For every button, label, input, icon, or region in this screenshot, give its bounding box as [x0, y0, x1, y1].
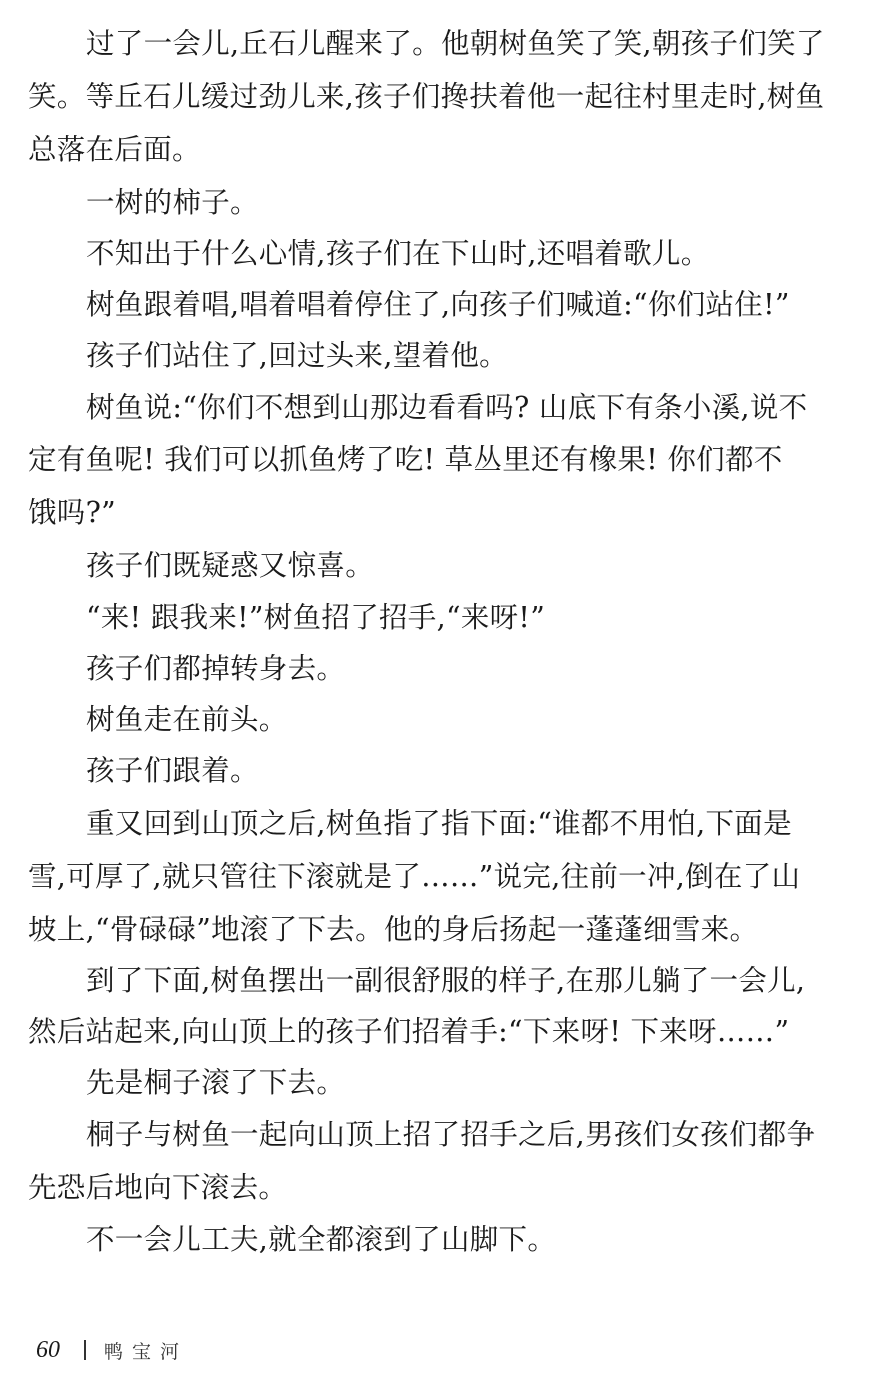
- text-line: 雪,可厚了,就只管往下滚就是了……”说完,往前一冲,倒在了山: [28, 860, 801, 893]
- text-line: 不一会儿工夫,就全都滚到了山脚下。: [86, 1223, 557, 1256]
- text-line: 总落在后面。: [28, 133, 201, 166]
- text-line: 孩子们既疑惑又惊喜。: [86, 549, 375, 582]
- text-line: 坡上,“骨碌碌”地滚了下去。他的身后扬起一蓬蓬细雪来。: [28, 913, 759, 946]
- text-line: 然后站起来,向山顶上的孩子们招着手:“下来呀! 下来呀……”: [28, 1015, 790, 1048]
- text-line: 笑。等丘石儿缓过劲儿来,孩子们搀扶着他一起往村里走时,树鱼: [28, 80, 825, 113]
- text-line: 树鱼跟着唱,唱着唱着停住了,向孩子们喊道:“你们站住!”: [86, 288, 790, 321]
- text-line: 先是桐子滚了下去。: [86, 1066, 346, 1099]
- text-line: 定有鱼呢! 我们可以抓鱼烤了吃! 草丛里还有橡果! 你们都不: [28, 443, 783, 476]
- footer-divider: [84, 1340, 86, 1360]
- text-line: 桐子与树鱼一起向山顶上招了招手之后,男孩们女孩们都争: [86, 1118, 816, 1151]
- text-line: 饿吗?”: [28, 496, 117, 529]
- book-title: 鸭宝河: [104, 1340, 189, 1363]
- text-line: 重又回到山顶之后,树鱼指了指下面:“谁都不用怕,下面是: [86, 807, 792, 840]
- text-line: 孩子们站住了,回过头来,望着他。: [86, 339, 508, 372]
- text-line: 孩子们跟着。: [86, 754, 259, 787]
- text-line: 不知出于什么心情,孩子们在下山时,还唱着歌儿。: [86, 237, 710, 270]
- text-line: 一树的柿子。: [86, 186, 259, 219]
- text-line: “来! 跟我来!”树鱼招了招手,“来呀!”: [86, 601, 546, 634]
- text-line: 过了一会儿,丘石儿醒来了。他朝树鱼笑了笑,朝孩子们笑了: [86, 27, 825, 60]
- page-number: 60: [36, 1336, 60, 1363]
- page-footer: [36, 1333, 188, 1367]
- text-line: 到了下面,树鱼摆出一副很舒服的样子,在那儿躺了一会儿,: [86, 964, 806, 997]
- text-line: 先恐后地向下滚去。: [28, 1171, 288, 1204]
- text-line: 树鱼走在前头。: [86, 703, 288, 736]
- text-line: 孩子们都掉转身去。: [86, 652, 346, 685]
- text-line: 树鱼说:“你们不想到山那边看看吗? 山底下有条小溪,说不: [86, 391, 808, 424]
